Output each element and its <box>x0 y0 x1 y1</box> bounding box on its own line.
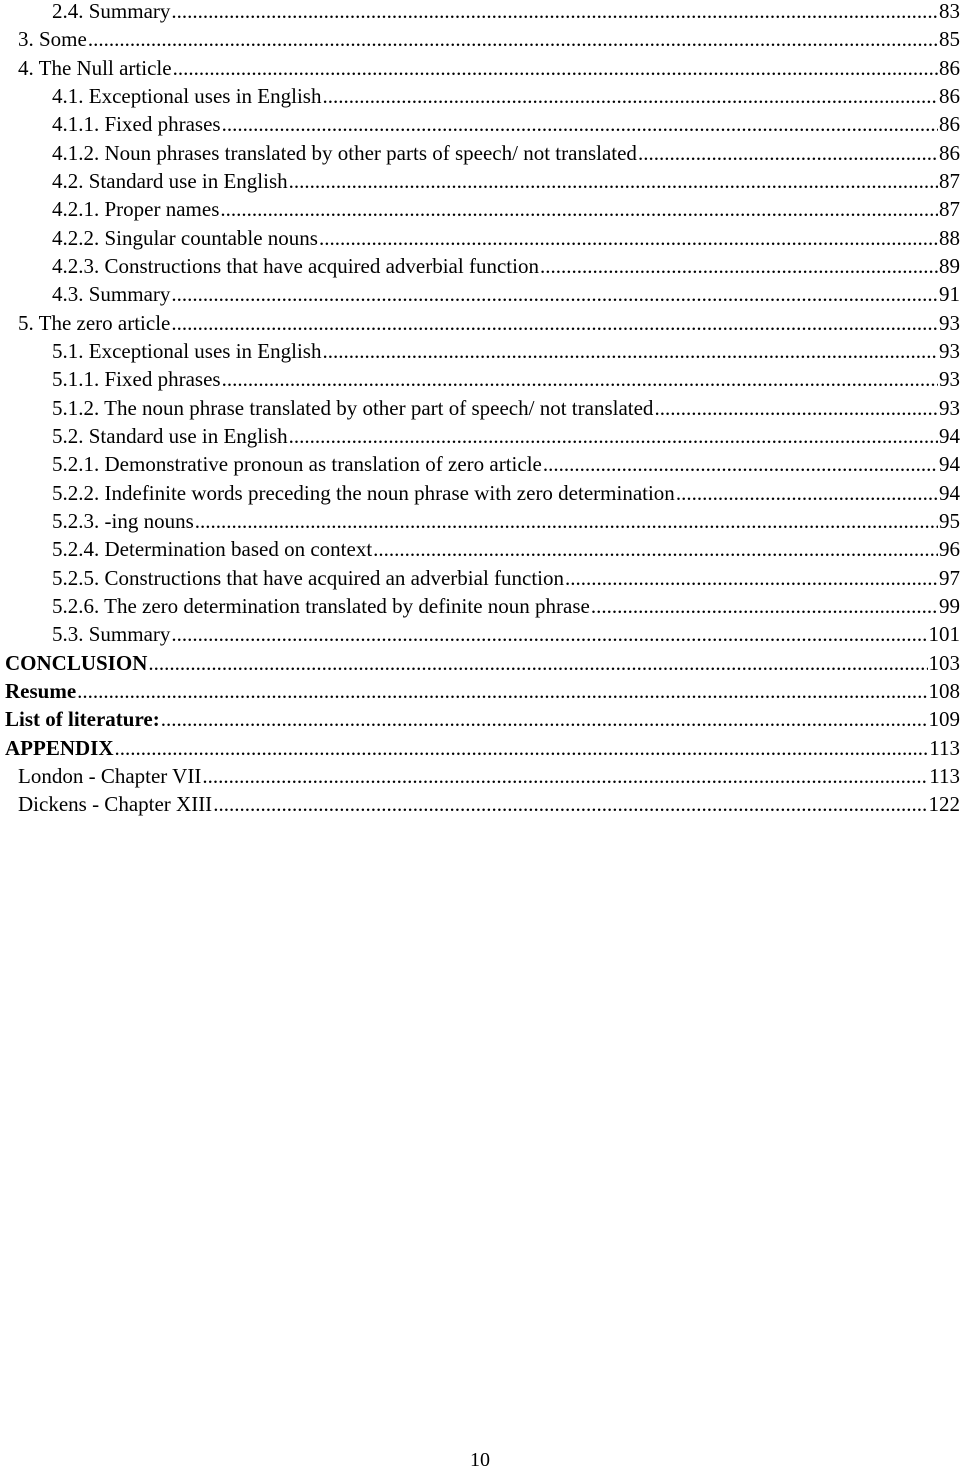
dot-leader <box>161 705 928 733</box>
toc-entry[interactable] <box>18 25 960 53</box>
toc-entry[interactable] <box>52 195 960 223</box>
toc-entry-title: CONCLUSION <box>5 649 147 677</box>
toc-entry-title: 4.2.3. Constructions that have acquired adverbial function <box>52 252 539 280</box>
toc-entry-page: 95 <box>939 507 960 535</box>
toc-entry[interactable] <box>5 677 960 705</box>
toc-entry-title: 4.3. Summary <box>52 280 170 308</box>
toc-entry-page: 93 <box>939 309 960 337</box>
dot-leader <box>319 224 938 252</box>
toc-entry[interactable] <box>52 620 960 648</box>
toc-entry-title: 5.2. Standard use in English <box>52 422 288 450</box>
dot-leader <box>220 195 938 223</box>
toc-entry-title: 5.2.2. Indefinite words preceding the noun phrase with zero determination <box>52 479 675 507</box>
toc-entry-title: List of literature: <box>5 705 160 733</box>
toc-entry[interactable] <box>5 734 960 762</box>
toc-entry[interactable] <box>52 0 960 25</box>
dot-leader <box>115 734 929 762</box>
toc-entry-page: 85 <box>939 25 960 53</box>
dot-leader <box>88 25 938 53</box>
toc-entry[interactable] <box>5 705 960 733</box>
dot-leader <box>322 337 938 365</box>
dot-leader <box>289 422 938 450</box>
toc-entry-page: 93 <box>939 394 960 422</box>
toc-entry-page: 86 <box>939 54 960 82</box>
dot-leader <box>565 564 938 592</box>
dot-leader <box>289 167 938 195</box>
dot-leader <box>638 139 938 167</box>
toc-entry[interactable] <box>52 450 960 478</box>
page-number: 10 <box>0 1447 960 1473</box>
toc-entry[interactable] <box>52 479 960 507</box>
toc-entry-page: 88 <box>939 224 960 252</box>
toc-entry-title: Dickens - Chapter XIII <box>18 790 212 818</box>
toc-entry-title: 4.2.2. Singular countable nouns <box>52 224 318 252</box>
toc-entry-page: 101 <box>929 620 960 648</box>
dot-leader <box>213 790 927 818</box>
toc-entry-page: 83 <box>939 0 960 25</box>
toc-entry-title: 5. The zero article <box>18 309 170 337</box>
toc-entry[interactable] <box>52 394 960 422</box>
toc-entry-title: 5.1. Exceptional uses in English <box>52 337 321 365</box>
toc-entry-title: 5.2.3. -ing nouns <box>52 507 194 535</box>
dot-leader <box>148 649 927 677</box>
toc-entry[interactable] <box>52 337 960 365</box>
toc-entry-page: 94 <box>939 422 960 450</box>
toc-entry-page: 94 <box>939 479 960 507</box>
toc-entry-page: 122 <box>929 790 960 818</box>
toc-entry-page: 86 <box>939 110 960 138</box>
toc-entry[interactable] <box>52 280 960 308</box>
toc-entry[interactable] <box>18 762 960 790</box>
toc-entry-page: 86 <box>939 82 960 110</box>
toc-entry-title: 5.3. Summary <box>52 620 170 648</box>
toc-entry-page: 109 <box>929 705 960 733</box>
toc-entry-title: 5.2.1. Demonstrative pronoun as translation of zero article <box>52 450 542 478</box>
toc-entry-page: 91 <box>939 280 960 308</box>
dot-leader <box>540 252 938 280</box>
toc-entry-page: 113 <box>929 734 960 762</box>
dot-leader <box>173 54 938 82</box>
toc-entry[interactable] <box>52 564 960 592</box>
dot-leader <box>222 365 938 393</box>
toc-entry-title: 4. The Null article <box>18 54 172 82</box>
dot-leader <box>171 620 927 648</box>
toc-entry-title: 5.2.6. The zero determination translated by definite noun phrase <box>52 592 590 620</box>
toc-entry[interactable] <box>52 252 960 280</box>
toc-entry-title: 3. Some <box>18 25 87 53</box>
toc-entry[interactable] <box>52 110 960 138</box>
dot-leader <box>373 535 938 563</box>
toc-entry-title: APPENDIX <box>5 734 114 762</box>
dot-leader <box>195 507 938 535</box>
toc-entry-page: 103 <box>929 649 960 677</box>
toc-entry[interactable] <box>5 649 960 677</box>
toc-entry-title: 4.1. Exceptional uses in English <box>52 82 321 110</box>
dot-leader <box>171 309 938 337</box>
toc-entry[interactable] <box>52 422 960 450</box>
toc-entry[interactable] <box>52 224 960 252</box>
toc-entry-title: 5.2.4. Determination based on context <box>52 535 372 563</box>
toc-entry[interactable] <box>52 167 960 195</box>
dot-leader <box>77 677 927 705</box>
toc-entry-page: 94 <box>939 450 960 478</box>
toc-entry[interactable] <box>18 309 960 337</box>
toc-entry[interactable] <box>52 139 960 167</box>
toc-entry[interactable] <box>52 592 960 620</box>
toc-entry-title: 5.1.1. Fixed phrases <box>52 365 221 393</box>
dot-leader <box>654 394 938 422</box>
toc-entry-page: 93 <box>939 365 960 393</box>
toc-entry-title: 5.1.2. The noun phrase translated by other part of speech/ not translated <box>52 394 653 422</box>
dot-leader <box>591 592 938 620</box>
dot-leader <box>676 479 938 507</box>
toc-entry-title: Resume <box>5 677 76 705</box>
dot-leader <box>222 110 938 138</box>
dot-leader <box>202 762 928 790</box>
toc-entry-title: 4.2.1. Proper names <box>52 195 219 223</box>
toc-entry-title: 4.2. Standard use in English <box>52 167 288 195</box>
toc-entry-page: 87 <box>939 167 960 195</box>
dot-leader <box>171 0 938 25</box>
toc-entry-page: 96 <box>939 535 960 563</box>
toc-entry-page: 97 <box>939 564 960 592</box>
toc-entry-page: 108 <box>929 677 960 705</box>
toc-entry-page: 99 <box>939 592 960 620</box>
toc-entry-page: 87 <box>939 195 960 223</box>
toc-entry-title: 2.4. Summary <box>52 0 170 25</box>
dot-leader <box>543 450 938 478</box>
toc-entry-page: 113 <box>929 762 960 790</box>
toc-entry-title: 4.1.1. Fixed phrases <box>52 110 221 138</box>
toc-entry[interactable] <box>18 54 960 82</box>
dot-leader <box>322 82 938 110</box>
toc-entry-page: 93 <box>939 337 960 365</box>
toc-entry[interactable] <box>52 82 960 110</box>
toc-entry[interactable] <box>18 790 960 818</box>
dot-leader <box>171 280 938 308</box>
toc-entry-page: 86 <box>939 139 960 167</box>
toc-entry[interactable] <box>52 535 960 563</box>
toc-entry-page: 89 <box>939 252 960 280</box>
toc-entry[interactable] <box>52 365 960 393</box>
toc-entry-title: 5.2.5. Constructions that have acquired an adverbial function <box>52 564 564 592</box>
toc-entry-title: 4.1.2. Noun phrases translated by other parts of speech/ not translated <box>52 139 637 167</box>
toc-entry-title: London - Chapter VII <box>18 762 201 790</box>
toc-entry[interactable] <box>52 507 960 535</box>
